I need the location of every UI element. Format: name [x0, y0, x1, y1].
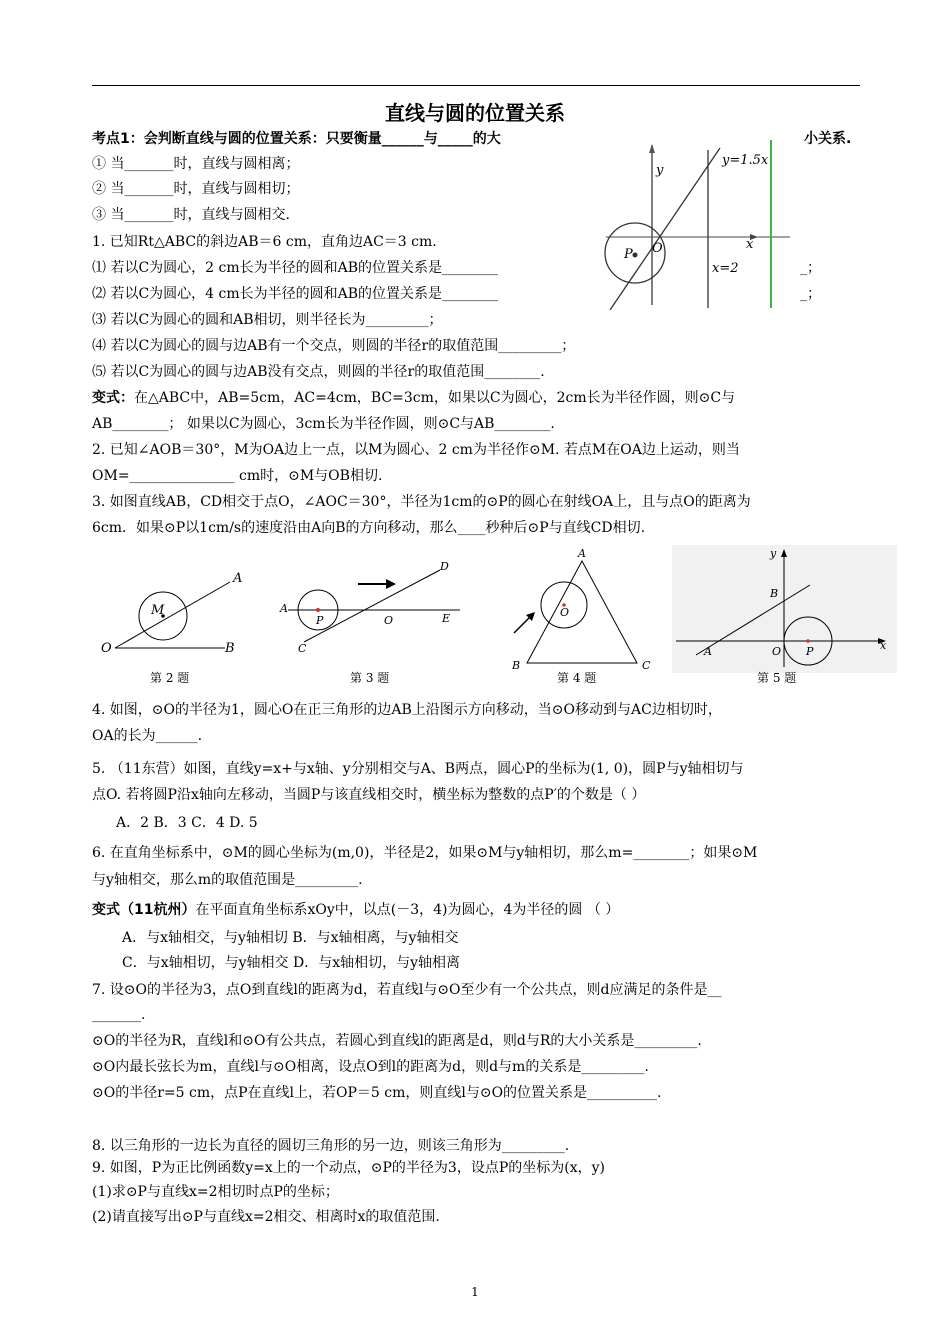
variant-2-label: 变式（11杭州） [92, 902, 196, 918]
condition-3: ③ 当_______时，直线与圆相交. [92, 207, 290, 223]
figure-5 [672, 545, 897, 673]
question-6-line2: 与y轴相交，那么m的取值范围是_________. [92, 872, 363, 888]
question-5: 5. （11东营）如图，直线y=x+与x轴、y分别相交与A、B两点，圆心P的坐标为(1, 0)，圆P与y轴相切与 [92, 761, 744, 777]
question-1d: ⑷ 若以C为圆心的圆与边AB有一个交点，则圆的半径r的取值范围_________； [92, 338, 576, 354]
fig9-p-label: P [624, 247, 633, 262]
variant-2-options-cd: C．与x轴相切，与y轴相交 D．与x轴相切，与y轴相离 [122, 955, 460, 971]
variant-1-text: 在△ABC中，AB=5cm，AC=4cm，BC=3cm，如果以C为圆心，2cm长为半径作圆，则⊙C与 [134, 390, 736, 406]
condition-2: ② 当_______时，直线与圆相切； [92, 181, 300, 197]
fig2-a-label: A [233, 571, 243, 586]
key-point-1: 考点1：会判断直线与圆的位置关系：只要衡量______与_____的大 [92, 131, 501, 147]
fig3-o-label: O [384, 614, 394, 627]
header-rule [92, 85, 860, 86]
question-4-line2: OA的长为______. [92, 728, 203, 744]
caption-figure-4: 第 4 题 [557, 671, 597, 685]
fig9-x-label: x [746, 237, 754, 252]
question-1c: ⑶ 若以C为圆心的圆和AB相切，则半径长为_________； [92, 312, 443, 328]
question-5-line2: 点O. 若将圆P沿x轴向左移动，当圆P与该直线相交时，横坐标为整数的点P′的个数是（ ） [92, 787, 646, 803]
question-1a: ⑴ 若以C为圆心，2 cm长为半径的圆和AB的位置关系是________ [92, 260, 499, 276]
question-1e: ⑸ 若以C为圆心的圆与边AB没有交点，则圆的半径r的取值范围________. [92, 364, 545, 380]
question-1b-tail: _； [800, 286, 821, 302]
variant-1-line2: AB________； 如果以C为圆心，3cm长为半径作圆，则⊙C与AB________. [92, 416, 555, 432]
fig4-c-label: C [642, 659, 651, 670]
fig5-y-label: y [770, 547, 777, 560]
question-1a-tail: _； [800, 260, 821, 276]
caption-figure-5: 第 5 题 [757, 671, 797, 685]
condition-1: ① 当_______时，直线与圆相离； [92, 156, 300, 172]
key-point-1-tail: 小关系. [804, 131, 852, 147]
fig4-b-label: B [512, 659, 521, 670]
variant-2 [92, 901, 619, 919]
question-7: 7. 设⊙O的半径为3，点O到直线l的距离为d，若直线l与⊙O至少有一个公共点，则d应满足的条件是__ [92, 982, 722, 998]
variant-1-label: 变式： [92, 390, 134, 406]
question-4: 4. 如图，⊙O的半径为1，圆心O在正三角形的边AB上沿图示方向移动，当⊙O移动到与AC边相切时， [92, 702, 722, 718]
question-9-part1: (1)求⊙P与直线x=2相切时点P的坐标； [92, 1184, 339, 1200]
figure-2 [95, 560, 255, 670]
figure-4 [500, 545, 660, 670]
question-3: 3. 如图直线AB，CD相交于点O，∠AOC＝30°，半径为1cm的⊙P的圆心在射线OA上，且与点O的距离为 [92, 494, 751, 510]
question-7-line2: _______. [92, 1007, 146, 1023]
question-3-line2: 6cm．如果⊙P以1cm/s的速度沿由A向B的方向移动，那么____秒种后⊙P与直线CD相切. [92, 520, 646, 536]
figure-q9 [600, 140, 795, 310]
figure-3 [278, 560, 468, 660]
variant-2-text: 在平面直角坐标系xOy中，以点(－3，4)为圆心，4为半径的圆 （ ） [195, 902, 620, 918]
variant-1 [92, 389, 735, 407]
fig2-o-label: O [101, 641, 112, 656]
question-1: 1. 已知Rt△ABC的斜边AB＝6 cm，直角边AC＝3 cm. [92, 234, 437, 250]
caption-figure-3: 第 3 题 [350, 671, 390, 685]
page-title: 直线与圆的位置关系 [385, 101, 565, 125]
question-6: 6. 在直角坐标系中，⊙M的圆心坐标为(m,0)，半径是2，如果⊙M与y轴相切，那么m=________；如果⊙M [92, 845, 758, 861]
question-9-part2: (2)请直接写出⊙P与直线x=2相交、相离时x的取值范围. [92, 1209, 440, 1225]
fig5-x-label: x [880, 639, 887, 652]
fig9-equation: y=1.5x [722, 153, 769, 168]
fig5-o-label: O [772, 645, 782, 658]
fig4-a-label: A [578, 547, 586, 560]
question-9: 9. 如图，P为正比例函数y=x上的一个动点，⊙P的半径为3，设点P的坐标为(x，y) [92, 1160, 605, 1176]
variant-2-options-ab: A．与x轴相交，与y轴相切 B．与x轴相离，与y轴相交 [122, 930, 459, 946]
page-number: 1 [471, 1285, 479, 1299]
question-2-line2: OM=_______________ cm时，⊙M与OB相切. [92, 468, 383, 484]
fig3-c-label: C [298, 642, 307, 655]
fig9-y-label: y [656, 163, 664, 178]
fig9-o-label: O [652, 241, 663, 256]
fig4-o-label: O [560, 606, 570, 619]
caption-figure-2: 第 2 题 [150, 671, 190, 685]
question-2: 2. 已知∠AOB＝30°，M为OA边上一点，以M为圆心、2 cm为半径作⊙M. 若点M在OA边上运动，则当 [92, 442, 740, 458]
question-7-d: ⊙O内最长弦长为m，直线l与⊙O相离，设点O到l的距离为d，则d与m的关系是_________. [92, 1059, 649, 1075]
question-7-c: ⊙O的半径为R，直线l和⊙O有公共点，若圆心到直线l的距离是d，则d与R的大小关系是_________. [92, 1033, 702, 1049]
fig2-b-label: B [225, 641, 235, 656]
fig5-b-label: B [770, 587, 779, 600]
fig5-p-label: P [806, 645, 814, 658]
fig3-e-label: E [442, 612, 451, 625]
question-8: 8. 以三角形的一边长为直径的圆切三角形的另一边，则该三角形为_________. [92, 1138, 570, 1154]
fig2-m-label: M [151, 603, 165, 618]
question-1b: ⑵ 若以C为圆心，4 cm长为半径的圆和AB的位置关系是________ [92, 286, 499, 302]
fig3-d-label: D [440, 560, 449, 573]
fig5-a-label: A [704, 645, 712, 658]
fig3-a-label: A [280, 602, 288, 615]
fig3-p-label: P [316, 614, 324, 627]
question-5-options: A．2 B．3 C．4 D. 5 [116, 815, 258, 831]
fig9-line-label: x=2 [712, 261, 739, 276]
question-7-e: ⊙O的半径r=5 cm，点P在直线l上，若OP＝5 cm，则直线l与⊙O的位置关系是__________. [92, 1085, 662, 1101]
